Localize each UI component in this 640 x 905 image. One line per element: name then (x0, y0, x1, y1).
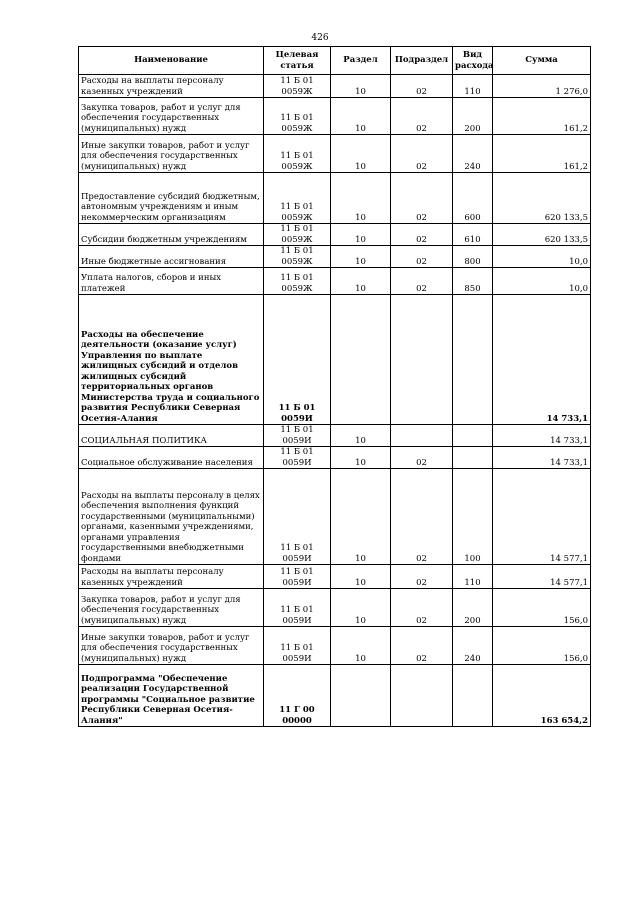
row-code: 11 Б 01 0059И (264, 469, 331, 565)
row-sum: 161,2 (493, 135, 591, 173)
table-row (79, 447, 591, 469)
row-name: Иные закупки товаров, работ и услуг для обеспечения государственных (муниципальных) нужд (79, 627, 264, 665)
row-type: 600 (453, 173, 493, 224)
table-row (79, 173, 591, 224)
table-row (79, 268, 591, 295)
row-type (453, 295, 493, 425)
table-row (79, 627, 591, 665)
row-section: 10 (331, 425, 391, 447)
row-subsection: 02 (391, 589, 453, 627)
row-sum: 1 276,0 (493, 75, 591, 98)
table-row (79, 565, 591, 589)
row-type: 100 (453, 469, 493, 565)
row-sum: 14 577,1 (493, 469, 591, 565)
row-sum: 14 733,1 (493, 295, 591, 425)
row-subsection: 02 (391, 246, 453, 268)
table-row (79, 469, 591, 565)
row-sum: 156,0 (493, 627, 591, 665)
row-section: 10 (331, 98, 391, 135)
row-name: Закупка товаров, работ и услуг для обеспечения государственных (муниципальных) нужд (79, 98, 264, 135)
row-subsection: 02 (391, 135, 453, 173)
row-type: 800 (453, 246, 493, 268)
row-type: 110 (453, 565, 493, 589)
table-row (79, 589, 591, 627)
row-name: Предоставление субсидий бюджетным, автономным учреждениям и иным некоммерческим организациям (79, 173, 264, 224)
row-subsection: 02 (391, 447, 453, 469)
row-subsection (391, 295, 453, 425)
row-section: 10 (331, 135, 391, 173)
table-row (79, 98, 591, 135)
row-name: Иные закупки товаров, работ и услуг для обеспечения государственных (муниципальных) нужд (79, 135, 264, 173)
row-sum: 14 733,1 (493, 425, 591, 447)
header-amount: Сумма (493, 47, 591, 75)
table-header-row (79, 47, 591, 75)
row-code: 11 Б 01 0059Ж (264, 98, 331, 135)
row-type: 200 (453, 589, 493, 627)
row-code: 11 Б 01 0059И (264, 295, 331, 425)
table-row (79, 246, 591, 268)
row-sum: 10,0 (493, 246, 591, 268)
row-code: 11 Б 01 0059И (264, 425, 331, 447)
table-row (79, 75, 591, 98)
row-code: 11 Б 01 0059Ж (264, 173, 331, 224)
row-code: 11 Б 01 0059Ж (264, 224, 331, 246)
row-type: 850 (453, 268, 493, 295)
row-section: 10 (331, 565, 391, 589)
row-code: 11 Б 01 0059Ж (264, 75, 331, 98)
row-type: 110 (453, 75, 493, 98)
row-section: 10 (331, 246, 391, 268)
row-sum: 161,2 (493, 98, 591, 135)
row-section: 10 (331, 224, 391, 246)
row-subsection: 02 (391, 627, 453, 665)
row-subsection: 02 (391, 268, 453, 295)
row-type (453, 425, 493, 447)
row-sum: 14 577,1 (493, 565, 591, 589)
row-sum: 620 133,5 (493, 173, 591, 224)
row-name: Закупка товаров, работ и услуг для обеспечения государственных (муниципальных) нужд (79, 589, 264, 627)
row-section (331, 665, 391, 727)
table-body (79, 75, 591, 727)
row-code: 11 Б 01 0059И (264, 589, 331, 627)
row-type: 240 (453, 627, 493, 665)
row-name: Уплата налогов, сборов и иных платежей (79, 268, 264, 295)
row-section: 10 (331, 589, 391, 627)
row-subsection (391, 425, 453, 447)
row-code: 11 Б 01 0059Ж (264, 268, 331, 295)
table-row (79, 425, 591, 447)
row-code: 11 Б 01 0059И (264, 447, 331, 469)
page-number: 426 (311, 33, 329, 43)
table-row (79, 665, 591, 727)
row-name: СОЦИАЛЬНАЯ ПОЛИТИКА (79, 425, 264, 447)
row-subsection: 02 (391, 469, 453, 565)
row-type (453, 665, 493, 727)
row-section (331, 295, 391, 425)
header-name: Наименование (79, 47, 264, 75)
row-sum: 620 133,5 (493, 224, 591, 246)
table-row (79, 295, 591, 425)
row-name: Расходы на выплаты персоналу в целях обеспечения выполнения функций государственными (муниципальными) органами, казенными учреждениями, органами управления государственными внебюджетными фондами (79, 469, 264, 565)
row-subsection: 02 (391, 224, 453, 246)
row-name: Субсидии бюджетным учреждениям (79, 224, 264, 246)
row-code: 11 Б 01 0059Ж (264, 246, 331, 268)
row-section: 10 (331, 75, 391, 98)
row-subsection: 02 (391, 173, 453, 224)
table-row (79, 135, 591, 173)
row-subsection: 02 (391, 565, 453, 589)
row-sum: 156,0 (493, 589, 591, 627)
budget-table (78, 46, 591, 727)
row-name: Социальное обслуживание населения (79, 447, 264, 469)
header-target: Целевая статья (264, 47, 331, 75)
row-name: Иные бюджетные ассигнования (79, 246, 264, 268)
row-type: 200 (453, 98, 493, 135)
row-type (453, 447, 493, 469)
row-section: 10 (331, 469, 391, 565)
row-section: 10 (331, 627, 391, 665)
row-section: 10 (331, 268, 391, 295)
header-subsection: Подраздел (391, 47, 453, 75)
row-name: Расходы на выплаты персоналу казенных учреждений (79, 75, 264, 98)
row-code: 11 Б 01 0059И (264, 565, 331, 589)
header-expense-type: Вид расхода (453, 47, 493, 75)
row-sum: 10,0 (493, 268, 591, 295)
row-section: 10 (331, 173, 391, 224)
row-subsection: 02 (391, 98, 453, 135)
row-subsection (391, 665, 453, 727)
row-section: 10 (331, 447, 391, 469)
row-name: Расходы на выплаты персоналу казенных учреждений (79, 565, 264, 589)
row-code: 11 Б 01 0059И (264, 627, 331, 665)
row-type: 610 (453, 224, 493, 246)
row-code: 11 Б 01 0059Ж (264, 135, 331, 173)
row-code: 11 Г 00 00000 (264, 665, 331, 727)
header-section: Раздел (331, 47, 391, 75)
row-sum: 163 654,2 (493, 665, 591, 727)
row-name: Подпрограмма "Обеспечение реализации Государственной программы "Социальное развитие Республики Северная Осетия-Алания" (79, 665, 264, 727)
row-type: 240 (453, 135, 493, 173)
row-sum: 14 733,1 (493, 447, 591, 469)
row-subsection: 02 (391, 75, 453, 98)
table-row (79, 224, 591, 246)
row-name: Расходы на обеспечение деятельности (оказание услуг) Управления по выплате жилищных субсидий и отделов жилищных субсидий территориальных органов Министерства труда и социального развития Республики Северная Осетия-Алания (79, 295, 264, 425)
